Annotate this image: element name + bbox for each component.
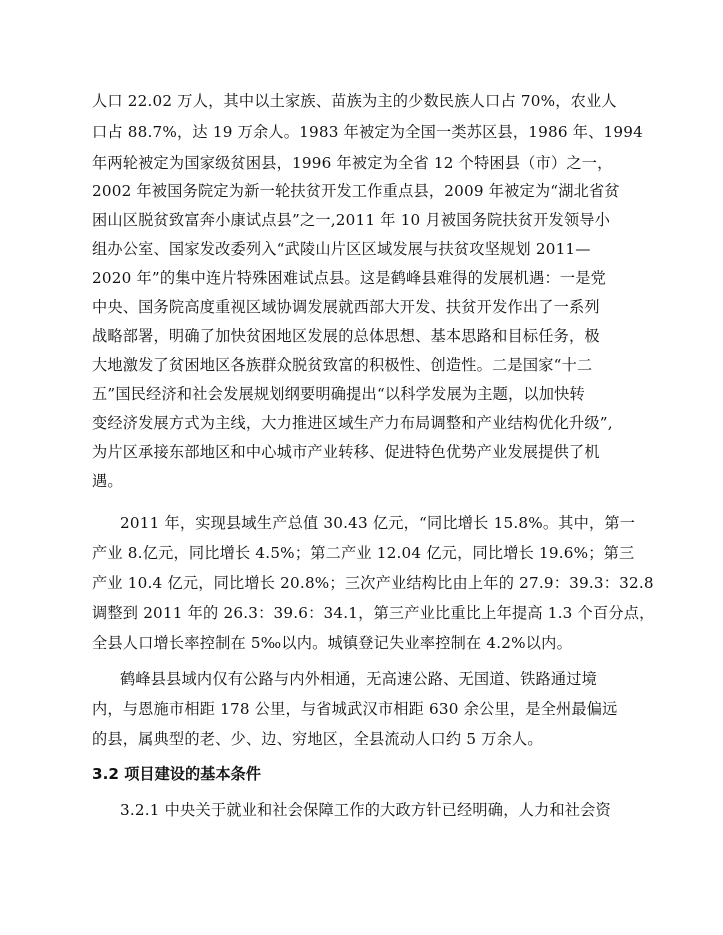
body-text-line: 2002 年被国务院定为新一轮扶贫开发工作重点县，2009 年被定为“湖北省贫: [92, 182, 620, 200]
body-text-line: 2020 年”的集中连片特殊困难试点县。这是鹤峰县难得的发展机遇：一是党: [92, 269, 607, 287]
body-text-line: 内，与恩施市相距 178 公里，与省城武汉市相距 630 余公里，是全州最偏远: [92, 700, 618, 718]
body-text-line: 组办公室、国家发改委列入“武陵山片区区域发展与扶贫攻坚规划 2011—: [92, 240, 591, 258]
body-text-line: 困山区脱贫致富奔小康试点县”之一,2011 年 10 月被国务院扶贫开发领导小: [92, 211, 611, 229]
section-heading: 3.2 项目建设的基本条件: [92, 765, 261, 783]
body-text-line: 年两轮被定为国家级贫困县，1996 年被定为全省 12 个特困县（市）之一，: [92, 154, 613, 172]
body-text-line: 战略部署，明确了加快贫困地区发展的总体思想、基本思路和目标任务，极: [92, 327, 600, 345]
body-text-line: 人口 22.02 万人，其中以土家族、苗族为主的少数民族人口占 70%，农业人: [92, 92, 617, 110]
body-text-line: 产业 8.亿元，同比增长 4.5%；第二产业 12.04 亿元，同比增长 19.6%；第三: [92, 544, 635, 562]
body-text-line: 全县人口增长率控制在 5‰以内。城镇登记失业率控制在 4.2%以内。: [92, 634, 572, 652]
body-text-line: 口占 88.7%，达 19 万余人。1983 年被定为全国一类苏区县，1986 年、1994: [92, 123, 643, 141]
body-text-line: 遇。: [92, 472, 123, 490]
body-text-line: 产业 10.4 亿元，同比增长 20.8%；三次产业结构比由上年的 27.9：39.3：32.8: [92, 574, 654, 592]
body-text-line: 变经济发展方式为主线，大力推进区域生产力布局调整和产业结构优化升级”,: [92, 414, 613, 432]
subsection-text-line: 3.2.1 中央关于就业和社会保障工作的大政方针已经明确，人力和社会资: [120, 801, 611, 819]
body-text-line: 的县，属典型的老、少、边、穷地区，全县流动人口约 5 万余人。: [92, 730, 543, 748]
body-text-line: 调整到 2011 年的 26.3：39.6：34.1，第三产业比重比上年提高 1.3 个百分点，: [92, 604, 655, 622]
body-text-line: 鹤峰县县域内仅有公路与内外相通，无高速公路、无国道、铁路通过境: [120, 670, 598, 688]
body-text-line: 2011 年，实现县域生产总值 30.43 亿元，“同比增长 15.8%。其中，第一: [120, 514, 636, 532]
body-text-line: 中央、国务院高度重视区域协调发展就西部大开发、扶贫开发作出了一系列: [92, 298, 600, 316]
body-text-line: 五”国民经济和社会发展规划纲要明确提出“以科学发展为主题，以加快转: [92, 385, 585, 403]
body-text-line: 为片区承接东部地区和中心城市产业转移、促进特色优势产业发展提供了机: [92, 443, 600, 461]
body-text-line: 大地激发了贫困地区各族群众脱贫致富的积极性、创造性。二是国家“十二: [92, 356, 593, 374]
